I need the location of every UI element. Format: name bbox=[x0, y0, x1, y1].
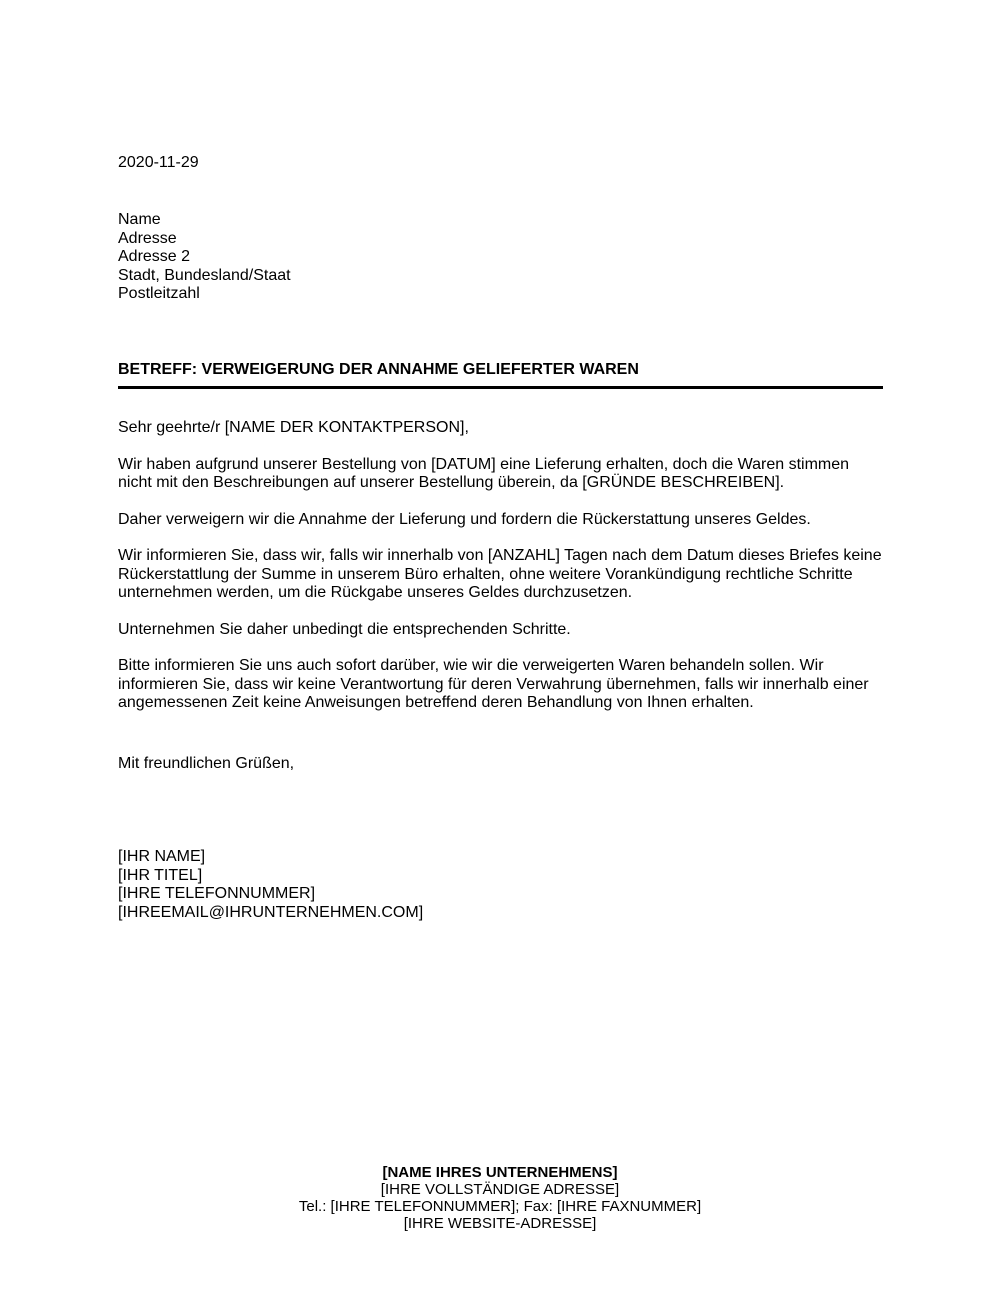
body-paragraph: Daher verweigern wir die Annahme der Lieferung und fordern die Rückerstattung unseres Geldes. bbox=[118, 510, 811, 528]
body-paragraph: Wir haben aufgrund unserer Bestellung von [DATUM] eine Lieferung erhalten, doch die Waren stimmen nicht mit den Beschreibungen auf unserer Bestellung überein, da [GRÜNDE BESCHREIBEN]. bbox=[118, 455, 850, 491]
recipient-address-line-1: Adresse bbox=[118, 229, 177, 247]
letter-date: 2020-11-29 bbox=[118, 154, 199, 171]
salutation: Sehr geehrte/r [NAME DER KONTAKTPERSON], bbox=[118, 419, 469, 436]
recipient-name: Name bbox=[118, 211, 161, 228]
signature-name: [IHR NAME] bbox=[118, 848, 206, 865]
signature-title: [IHR TITEL] bbox=[118, 866, 203, 884]
subject-line: BETREFF: VERWEIGERUNG DER ANNAHME GELIEFERTER WAREN bbox=[118, 361, 639, 378]
footer-website: [IHRE WEBSITE-ADRESSE] bbox=[403, 1215, 597, 1232]
recipient-address-block bbox=[118, 211, 291, 304]
footer-contact: Tel.: [IHRE TELEFONNUMMER]; Fax: [IHRE FAXNUMMER] bbox=[298, 1198, 702, 1215]
footer-company-name: [NAME IHRES UNTERNEHMENS] bbox=[382, 1164, 618, 1181]
letter-body bbox=[118, 419, 883, 731]
company-footer bbox=[0, 1164, 1000, 1232]
footer-address: [IHRE VOLLSTÄNDIGE ADRESSE] bbox=[380, 1181, 620, 1198]
closing: Mit freundlichen Grüßen, bbox=[118, 755, 295, 772]
signature-block bbox=[118, 848, 423, 922]
body-paragraph: Wir informieren Sie, dass wir, falls wir innerhalb von [ANZAHL] Tagen nach dem Datum dieses Briefes keine Rückerstattlung der Summe in unserem Büro erhalten, ohne weitere Vorankündigung rechtliche Schritte unternehmen werden, um die Rückgabe unseres Geldes durchzusetzen. bbox=[118, 547, 882, 601]
signature-phone: [IHRE TELEFONNUMMER] bbox=[118, 885, 316, 902]
recipient-postal-code: Postleitzahl bbox=[118, 285, 200, 302]
body-paragraph: Unternehmen Sie daher unbedingt die entsprechenden Schritte. bbox=[118, 620, 571, 638]
recipient-city-state: Stadt, Bundesland/Staat bbox=[118, 266, 291, 284]
signature-email: [IHREEMAIL@IHRUNTERNEHMEN.COM] bbox=[118, 903, 424, 921]
body-paragraph: Bitte informieren Sie uns auch sofort darüber, wie wir die verweigerten Waren behandeln sollen. Wir informieren Sie, dass wir keine Verantwortung für deren Verwahrung übernehmen, falls wir innerhalb einer angemessenen Zeit keine Anweisungen betreffend deren Behandlung von Ihnen erhalten. bbox=[118, 657, 869, 711]
subject-divider bbox=[118, 386, 883, 389]
recipient-address-line-2: Adresse 2 bbox=[118, 248, 191, 265]
